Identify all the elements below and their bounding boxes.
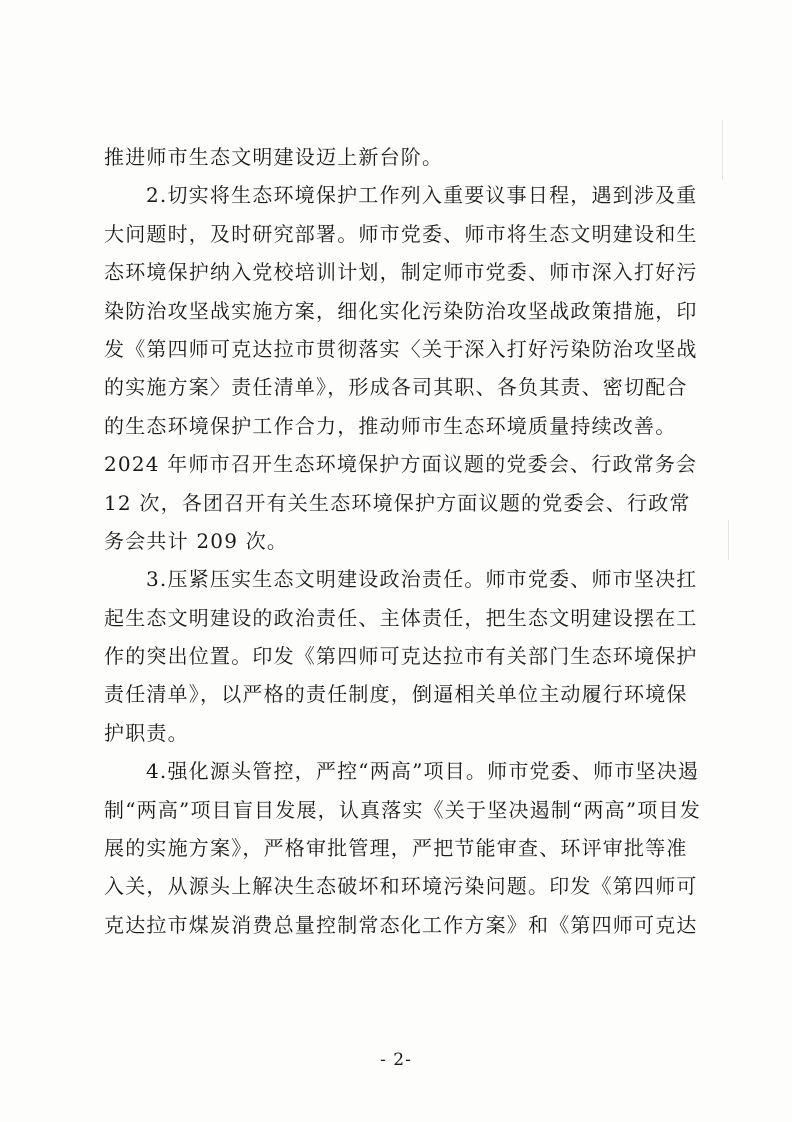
text-line: 入关，从源头上解决生态破坏和环境污染问题。印发《第四师可 bbox=[104, 874, 698, 899]
scan-artifact bbox=[728, 520, 729, 560]
text-line: 制“两高”项目盲目发展，认真落实《关于坚决遏制“两高”项目发 bbox=[104, 797, 701, 822]
scan-artifact bbox=[722, 120, 723, 180]
text-line: 务会共计 209 次。 bbox=[104, 528, 289, 553]
text-line: 起生态文明建设的政治责任、主体责任，把生态文明建设摆在工 bbox=[104, 605, 698, 630]
text-line: 推进师市生态文明建设迈上新台阶。 bbox=[104, 145, 444, 169]
text-line: 2.切实将生态环境保护工作列入重要议事日程，遇到涉及重 bbox=[146, 183, 698, 208]
text-line: 护职责。 bbox=[104, 720, 189, 745]
text-line: 大问题时，及时研究部署。师市党委、师市将生态文明建设和生 bbox=[104, 221, 698, 246]
page-number: - 2- bbox=[380, 1050, 412, 1070]
text-line: 发《第四师可克达拉市贯彻落实〈关于深入打好污染防治攻坚战 bbox=[104, 336, 698, 361]
text-line: 12 次，各团召开有关生态环境保护方面议题的党委会、行政常 bbox=[104, 490, 691, 515]
text-line: 4.强化源头管控，严控“两高”项目。师市党委、师市坚决遏 bbox=[146, 759, 700, 784]
text-line: 责任清单》，以严格的责任制度，倒逼相关单位主动履行环境保 bbox=[104, 682, 688, 707]
text-line: 3.压紧压实生态文明建设政治责任。师市党委、师市坚决扛 bbox=[146, 567, 698, 592]
text-line: 染防治攻坚战实施方案，细化实化污染防治攻坚战政策措施，印 bbox=[104, 298, 698, 323]
body-text bbox=[104, 138, 701, 944]
text-line: 的生态环境保护工作合力，推动师市生态环境质量持续改善。 bbox=[104, 413, 677, 438]
text-line: 展的实施方案》，严格审批管理，严把节能审查、环评审批等准 bbox=[104, 836, 688, 861]
text-line: 的实施方案〉责任清单》，形成各司其职、各负其责、密切配合 bbox=[104, 375, 688, 400]
text-line: 克达拉市煤炭消费总量控制常态化工作方案》和《第四师可克达 bbox=[104, 912, 698, 937]
text-line: 2024 年师市召开生态环境保护方面议题的党委会、行政常务会 bbox=[104, 452, 698, 477]
text-line: 态环境保护纳入党校培训计划，制定师市党委、师市深入打好污 bbox=[104, 260, 698, 285]
text-line: 作的突出位置。印发《第四师可克达拉市有关部门生态环境保护 bbox=[104, 644, 698, 669]
